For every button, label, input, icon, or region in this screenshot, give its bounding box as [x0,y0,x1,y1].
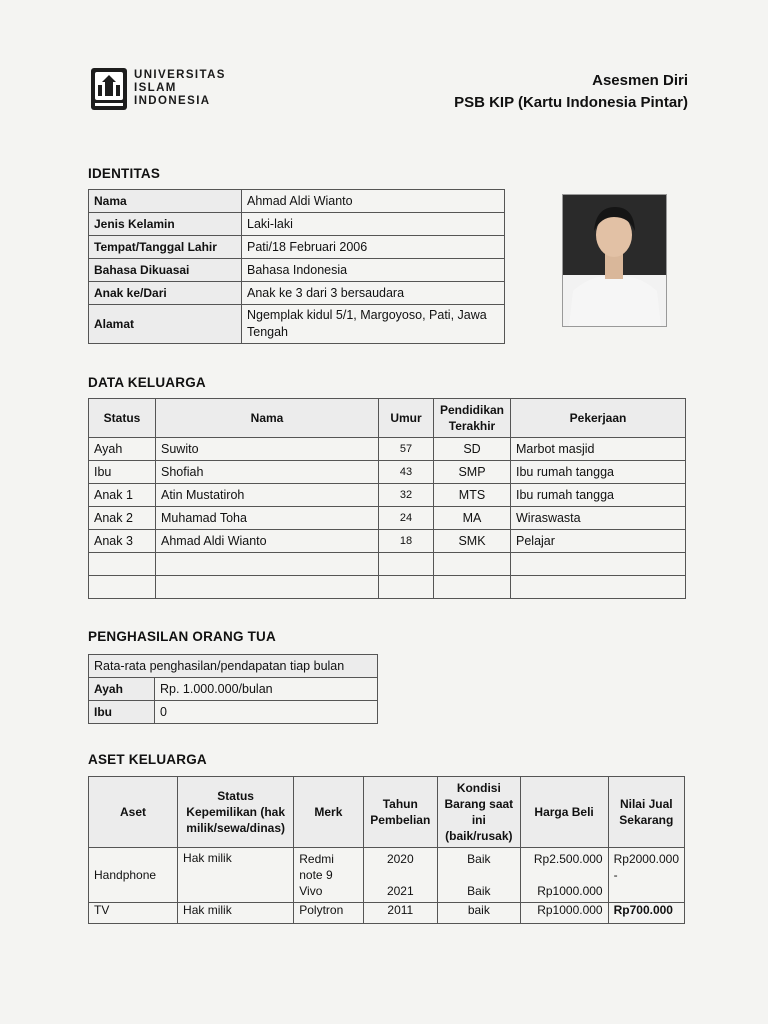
univ-line-3: INDONESIA [134,95,211,107]
university-logo-icon [91,68,127,110]
kondisi-line-1: Baik [467,852,491,866]
nilai-line-2: - [613,868,618,882]
cell-aset: Handphone [89,848,178,903]
table-row [89,236,505,259]
cell-pendidikan: MTS [434,484,511,507]
cell-tahun: 2011 [363,903,438,924]
table-row [89,305,505,344]
nilai-line-1: Rp2000.000 [613,852,679,866]
cell-empty [89,576,156,599]
table-row-empty [89,576,686,599]
cell-status: Ayah [89,438,156,461]
value-cell: Anak ke 3 dari 3 bersaudara [242,282,505,305]
cell-pekerjaan: Pelajar [511,530,686,553]
cell-empty [434,553,511,576]
cell-umur: 57 [379,438,434,461]
col-header-nama: Nama [156,399,379,438]
cell-umur: 24 [379,507,434,530]
cell-empty [511,553,686,576]
table-row [89,530,686,553]
col-header-nilai: Nilai Jual Sekarang [608,777,684,848]
penghasilan-heading: PENGHASILAN ORANG TUA [88,629,276,644]
keluarga-heading: DATA KELUARGA [88,375,206,390]
cell-status: Hak milik [178,848,294,903]
cell-nama: Ahmad Aldi Wianto [156,530,379,553]
value-cell: 0 [155,701,378,724]
cell-empty [511,576,686,599]
cell-pekerjaan: Ibu rumah tangga [511,484,686,507]
univ-line-2: ISLAM [134,82,177,94]
aset-table [88,776,685,924]
value-cell: Laki-laki [242,213,505,236]
univ-line-1: UNIVERSITAS [134,69,226,81]
header-row [89,399,686,438]
value-cell: Pati/18 Februari 2006 [242,236,505,259]
merk-line-2: Vivo [299,884,323,898]
label-cell: Ibu [89,701,155,724]
cell-nilai: Rp700.000 [608,903,684,924]
cell-empty [89,553,156,576]
table-row-handphone [89,848,685,903]
cell-pendidikan: SMP [434,461,511,484]
table-row [89,461,686,484]
col-header-harga: Harga Beli [520,777,608,848]
cell-harga: Rp1000.000 [520,903,608,924]
merk-line-1: Redmi note 9 [299,852,334,882]
cell-status: Ibu [89,461,156,484]
cell-empty [156,576,379,599]
cell-pekerjaan: Wiraswasta [511,507,686,530]
table-row [89,190,505,213]
cell-empty [379,576,434,599]
cell-aset: TV [89,903,178,924]
col-header-merk: Merk [294,777,363,848]
table-row [89,438,686,461]
label-cell: Anak ke/Dari [89,282,242,305]
label-cell: Tempat/Tanggal Lahir [89,236,242,259]
cell-empty [156,553,379,576]
cell-nilai [608,848,684,903]
cell-pendidikan: SMK [434,530,511,553]
cell-kondisi [438,848,520,903]
table-row [89,678,378,701]
tahun-line-2: 2021 [386,884,414,898]
identitas-heading: IDENTITAS [88,166,161,181]
table-row [89,484,686,507]
table-row [89,507,686,530]
cell-harga [520,848,608,903]
col-header-kondisi: Kondisi Barang saat ini (baik/rusak) [438,777,520,848]
value-cell: Ahmad Aldi Wianto [242,190,505,213]
cell-status: Anak 1 [89,484,156,507]
penghasilan-caption: Rata-rata penghasilan/pendapatan tiap bulan [89,655,378,678]
table-row [89,213,505,236]
table-row [89,259,505,282]
label-cell: Nama [89,190,242,213]
cell-umur: 32 [379,484,434,507]
table-row-tv [89,903,685,924]
caption-row [89,655,378,678]
label-cell: Ayah [89,678,155,701]
harga-line-2: Rp1000.000 [537,884,603,898]
table-row [89,282,505,305]
label-cell: Alamat [89,305,242,344]
table-row [89,701,378,724]
cell-status: Hak milik [178,903,294,924]
label-cell: Jenis Kelamin [89,213,242,236]
cell-merk: Polytron [294,903,363,924]
cell-umur: 18 [379,530,434,553]
document-title [454,70,688,114]
cell-pendidikan: SD [434,438,511,461]
kondisi-line-2: Baik [467,884,491,898]
header-row [89,777,685,848]
col-header-tahun: Tahun Pembelian [363,777,438,848]
cell-status: Anak 3 [89,530,156,553]
cell-nama: Atin Mustatiroh [156,484,379,507]
cell-umur: 43 [379,461,434,484]
cell-merk [294,848,363,903]
identitas-table [88,189,505,344]
col-header-pendidikan: Pendidikan Terakhir [434,399,511,438]
cell-nama: Shofiah [156,461,379,484]
harga-line-1: Rp2.500.000 [533,852,603,866]
cell-pekerjaan: Ibu rumah tangga [511,461,686,484]
col-header-status: Status [89,399,156,438]
col-header-status: Status Kepemilikan (hak milik/sewa/dinas) [178,777,294,848]
cell-pendidikan: MA [434,507,511,530]
col-header-pekerjaan: Pekerjaan [511,399,686,438]
col-header-umur: Umur [379,399,434,438]
tahun-line-1: 2020 [386,852,414,866]
cell-tahun [363,848,438,903]
col-header-aset: Aset [89,777,178,848]
cell-empty [379,553,434,576]
student-photo [562,194,667,327]
label-cell: Bahasa Dikuasai [89,259,242,282]
aset-heading: ASET KELUARGA [88,752,207,767]
penghasilan-table [88,654,378,724]
university-name [134,69,226,108]
value-cell: Ngemplak kidul 5/1, Margoyoso, Pati, Jawa Tengah [242,305,505,344]
keluarga-table [88,398,686,599]
cell-pekerjaan: Marbot masjid [511,438,686,461]
cell-empty [434,576,511,599]
value-cell: Rp. 1.000.000/bulan [155,678,378,701]
cell-kondisi: baik [438,903,520,924]
table-row-empty [89,553,686,576]
cell-nama: Suwito [156,438,379,461]
cell-nama: Muhamad Toha [156,507,379,530]
title-line-1: Asesmen Diri [592,72,688,89]
title-line-2: PSB KIP (Kartu Indonesia Pintar) [454,94,688,111]
value-cell: Bahasa Indonesia [242,259,505,282]
cell-status: Anak 2 [89,507,156,530]
